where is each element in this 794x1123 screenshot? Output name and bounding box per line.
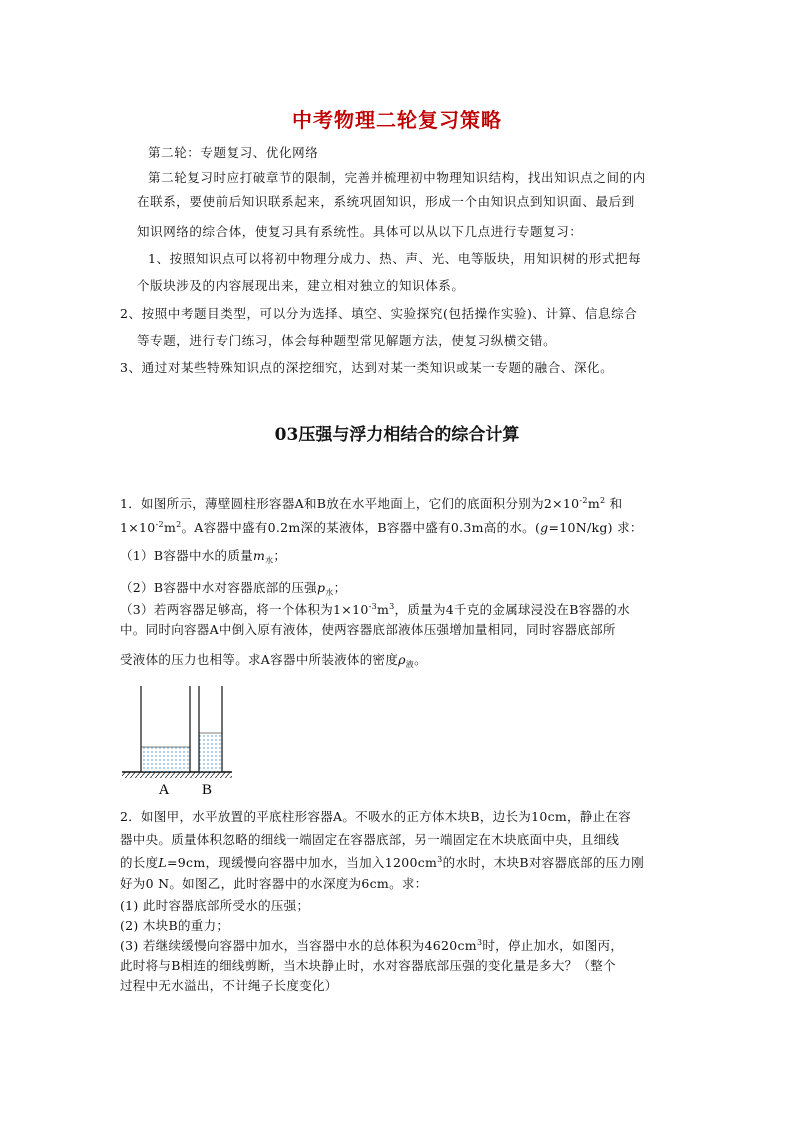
- q1-sub-3-line-1: （3）若两容器足够高，将一个体积为$1\times 10^{-3}m^3$，质量为4千克的金属球浸没在B容器的水: [120, 602, 630, 617]
- q2-sub-3-line-3: 过程中无水溢出，不计绳子长度变化）: [120, 978, 338, 993]
- intro-item2-line-1: 2、按照中考题目类型，可以分为选择、填空、实验探究(包括操作实验)、计算、信息综合: [120, 306, 638, 321]
- q2-sub-3-line-2: 此时将与B相连的细线剪断，当木块静止时，水对容器底部压强的变化量是多大？（整个: [120, 958, 616, 973]
- q2-line-1: 2．如图甲，水平放置的平底柱形容器A。不吸水的正方体木块B，边长为10cm，静止在容: [120, 809, 632, 824]
- q2-sub-2: (2) 木块B的重力；: [120, 918, 230, 933]
- q2-line-4: 好为0 N。如图乙，此时容器中的水深度为6cm。求：: [120, 876, 428, 891]
- intro-subhead: 第二轮：专题复习、优化网络: [148, 145, 319, 160]
- label-a: A: [158, 782, 170, 798]
- page-title: 中考物理二轮复习策略: [292, 108, 502, 132]
- q1-line-2: $1\times 10^{-2}m^2$。A容器中盛有0.2m深的某液体，B容器中盛有0.3m高的水。(g=10N/kg) 求：: [120, 520, 643, 535]
- intro-item1-line-2: 个版块涉及的内容展现出来，建立相对独立的知识体系。: [137, 278, 465, 293]
- section-title: 03压强与浮力相结合的综合计算: [274, 425, 520, 445]
- q1-sub-3-line-2: 中。同时向容器A中倒入原有液体，使两容器底部液体压强增加量相同，同时容器底部所: [120, 622, 616, 637]
- intro-para-line-1: 第二轮复习时应打破章节的限制，完善并梳理初中物理知识结构，找出知识点之间的内: [148, 170, 646, 185]
- label-b: B: [201, 782, 213, 798]
- container-a-liquid: [141, 747, 190, 772]
- intro-item3: 3、通过对某些特殊知识点的深挖细究，达到对某一类知识或某一专题的融合、深化。: [120, 360, 614, 375]
- containers-figure: [122, 686, 232, 808]
- q1-line-1: 1．如图所示，薄壁圆柱形容器A和B放在水平地面上，它们的底面积分别为$2\times 10^{-2}m^2$ 和: [120, 496, 623, 511]
- intro-para-line-2: 在联系，要使前后知识联系起来，系统巩固知识，形成一个由知识点到知识面、最后到: [137, 194, 635, 209]
- q1-sub-3-line-3: 受液体的压力也相等。求A容器中所装液体的密度$\rho_液$。: [120, 652, 427, 669]
- intro-item1-line-1: 1、按照知识点可以将初中物理分成力、热、声、光、电等版块，用知识树的形式把每: [148, 251, 642, 266]
- q2-line-3: 的长度L=9cm，现缓慢向容器中加水，当加入$1200cm^3$的水时，木块B对容器底部的压力刚: [120, 855, 645, 870]
- q2-sub-1: (1) 此时容器底部所受水的压强；: [120, 898, 310, 913]
- q2-line-2: 器中央。质量体积忽略的细线一端固定在容器底部，另一端固定在木块底面中央，且细线: [120, 832, 620, 847]
- intro-item2-line-2: 等专题，进行专门练习，体会每种题型常见解题方法，使复习纵横交错。: [137, 333, 557, 348]
- q2-sub-3-line-1: (3) 若继续缓慢向容器中加水，当容器中水的总体积为$4620cm^3$时，停止加水，如图丙，: [120, 938, 624, 953]
- container-b-water: [199, 733, 222, 772]
- q1-sub-2: （2）B容器中水对容器底部的压强$p_水$；: [120, 580, 347, 597]
- intro-para-line-3: 知识网络的综合体，使复习具有系统性。具体可以从以下几点进行专题复习：: [137, 224, 583, 239]
- q1-sub-1: （1）B容器中水的质量$m_水$；: [120, 548, 287, 565]
- ground-hatch: [122, 772, 232, 778]
